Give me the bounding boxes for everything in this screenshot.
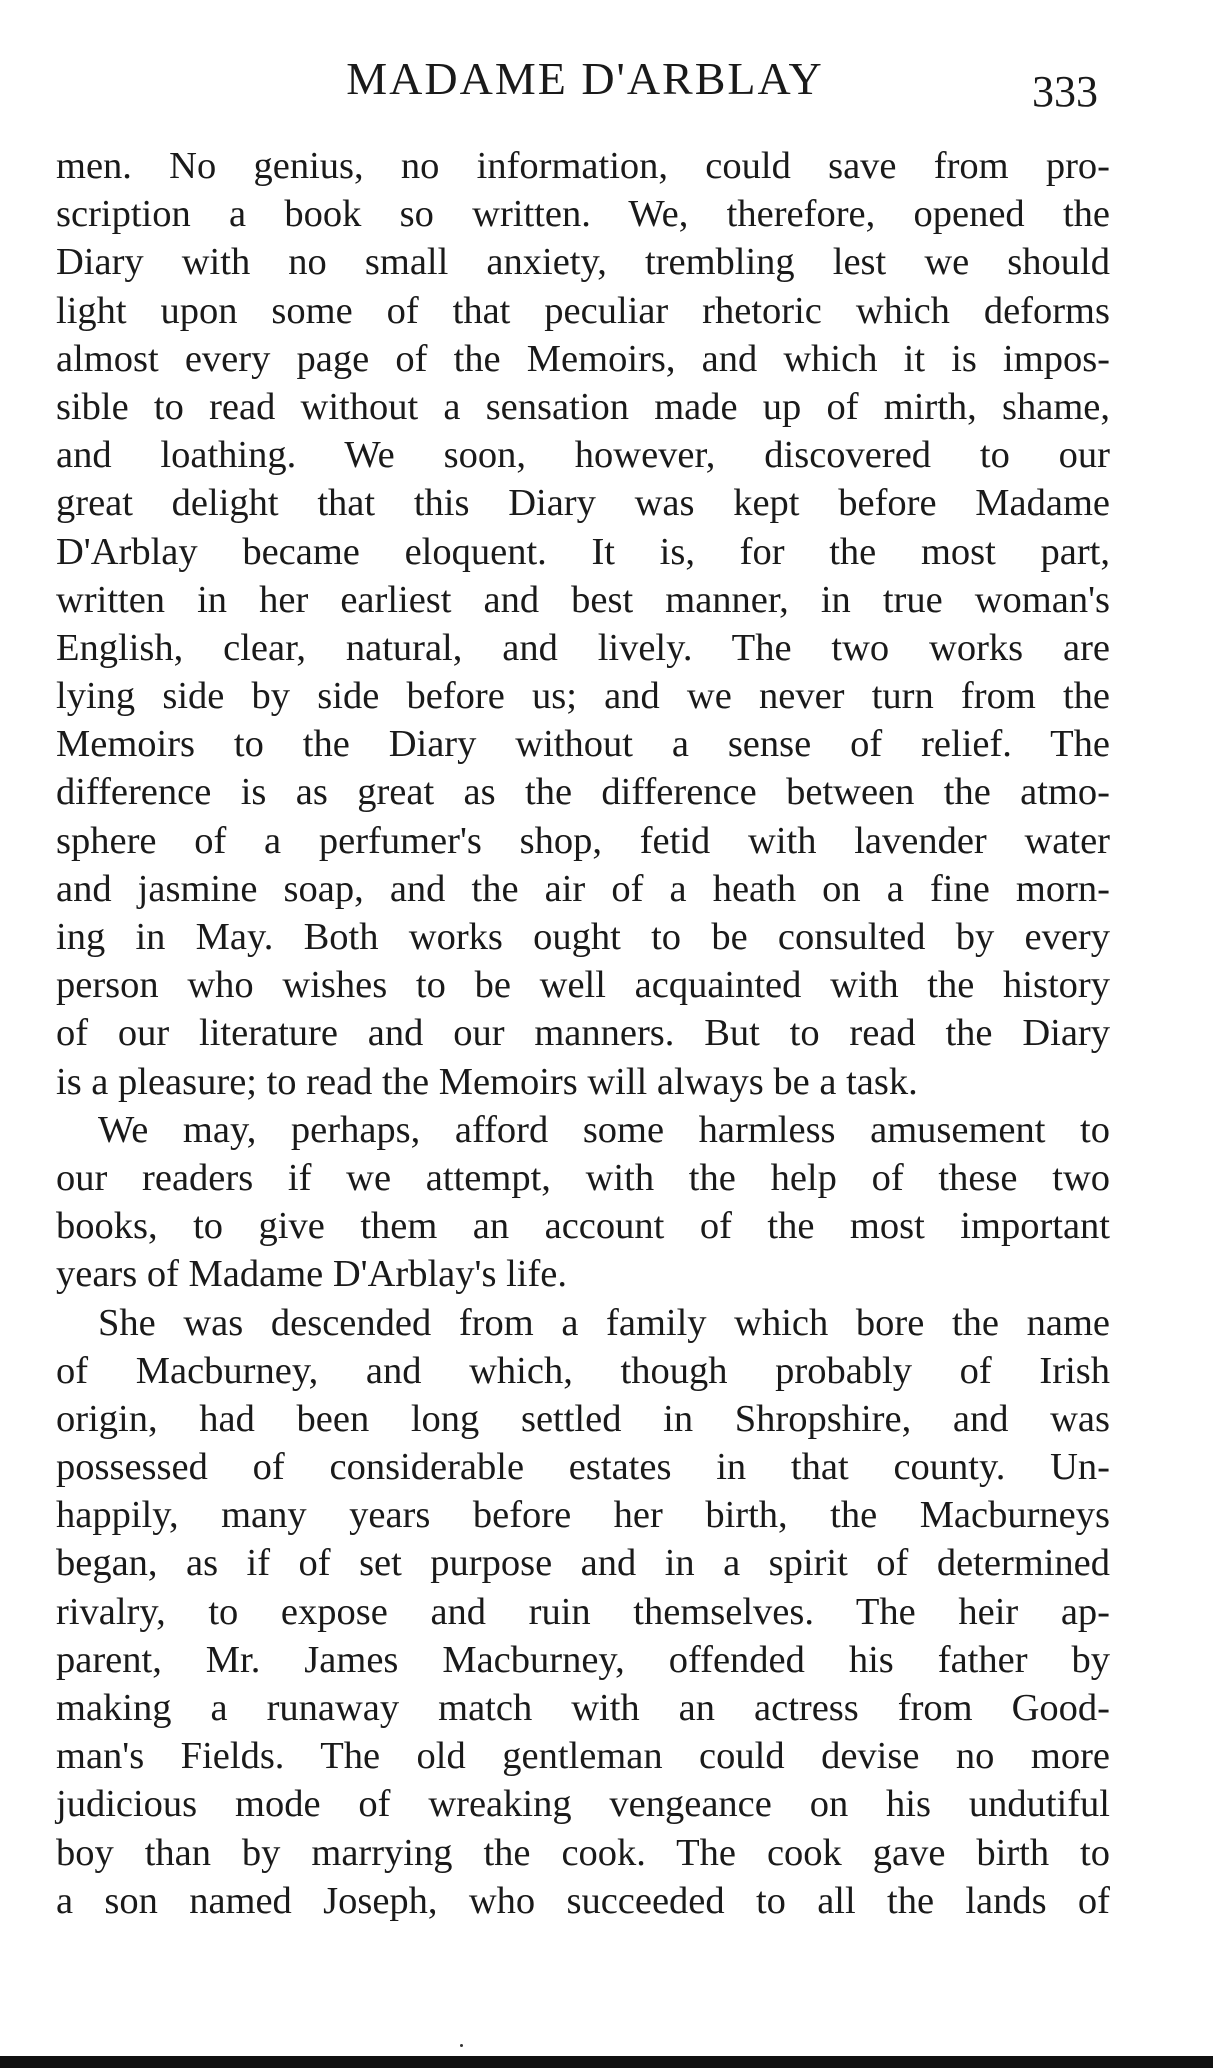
- text-line: man's Fields. The old gentleman could devise no more: [56, 1735, 1110, 1778]
- running-title: MADAME D'ARBLAY: [346, 53, 824, 104]
- text-line: lying side by side before us; and we never turn from the: [56, 675, 1110, 718]
- text-line: person who wishes to be well acquainted with the history: [56, 964, 1110, 1007]
- text-line: great delight that this Diary was kept before Madame: [56, 482, 1110, 525]
- paragraph-start-line: She was descended from a family which bore the name: [98, 1301, 1110, 1344]
- text-line: and jasmine soap, and the air of a heath on a fine morn-: [56, 867, 1110, 910]
- text-line: books, to give them an account of the most important: [56, 1205, 1110, 1248]
- paragraph-end-line: is a pleasure; to read the Memoirs will always be a task.: [56, 1060, 918, 1103]
- text-line: judicious mode of wreaking vengeance on his undutiful: [56, 1783, 1110, 1826]
- text-line: written in her earliest and best manner, in true woman's: [56, 578, 1110, 621]
- text-line: origin, had been long settled in Shropshire, and was: [56, 1397, 1110, 1440]
- text-line: began, as if of set purpose and in a spirit of determined: [56, 1542, 1110, 1585]
- text-line: boy than by marrying the cook. The cook gave birth to: [56, 1831, 1110, 1874]
- body-text: [56, 142, 1110, 1925]
- text-line: ing in May. Both works ought to be consulted by every: [56, 916, 1110, 958]
- text-line: men. No genius, no information, could save from pro-: [56, 145, 1110, 187]
- text-line: and loathing. We soon, however, discovered to our: [56, 434, 1110, 477]
- ink-speck: [460, 2044, 463, 2047]
- text-line: light upon some of that peculiar rhetoric which deforms: [56, 289, 1110, 332]
- text-line: almost every page of the Memoirs, and which it is impos-: [56, 337, 1110, 380]
- text-line: our readers if we attempt, with the help of these two: [56, 1156, 1110, 1199]
- text-line: happily, many years before her birth, the Macburneys: [56, 1494, 1110, 1537]
- text-line: sible to read without a sensation made up of mirth, shame,: [56, 385, 1110, 428]
- text-line: D'Arblay became eloquent. It is, for the most part,: [56, 530, 1110, 573]
- text-line: making a runaway match with an actress from Good-: [56, 1687, 1110, 1729]
- paragraph-start-line: We may, perhaps, afford some harmless amusement to: [98, 1108, 1110, 1151]
- text-line: Memoirs to the Diary without a sense of relief. The: [56, 723, 1110, 766]
- page-number: 333: [1032, 67, 1098, 116]
- text-line: of our literature and our manners. But to read the Diary: [56, 1012, 1110, 1055]
- text-line: difference is as great as the difference between the atmo-: [56, 771, 1110, 814]
- paragraph-end-line: years of Madame D'Arblay's life.: [56, 1253, 567, 1296]
- text-line: sphere of a perfumer's shop, fetid with lavender water: [56, 819, 1110, 862]
- text-line: a son named Joseph, who succeeded to all the lands of: [56, 1879, 1110, 1922]
- text-line: of Macburney, and which, though probably of Irish: [56, 1349, 1110, 1392]
- text-line: scription a book so written. We, therefore, opened the: [56, 193, 1110, 236]
- text-line: rivalry, to expose and ruin themselves. The heir ap-: [56, 1590, 1110, 1633]
- text-line: English, clear, natural, and lively. The two works are: [56, 626, 1110, 669]
- text-line: possessed of considerable estates in that county. Un-: [56, 1446, 1110, 1489]
- page-bottom-edge: [0, 2056, 1213, 2068]
- text-line: Diary with no small anxiety, trembling lest we should: [56, 241, 1110, 284]
- text-line: parent, Mr. James Macburney, offended his father by: [56, 1638, 1110, 1681]
